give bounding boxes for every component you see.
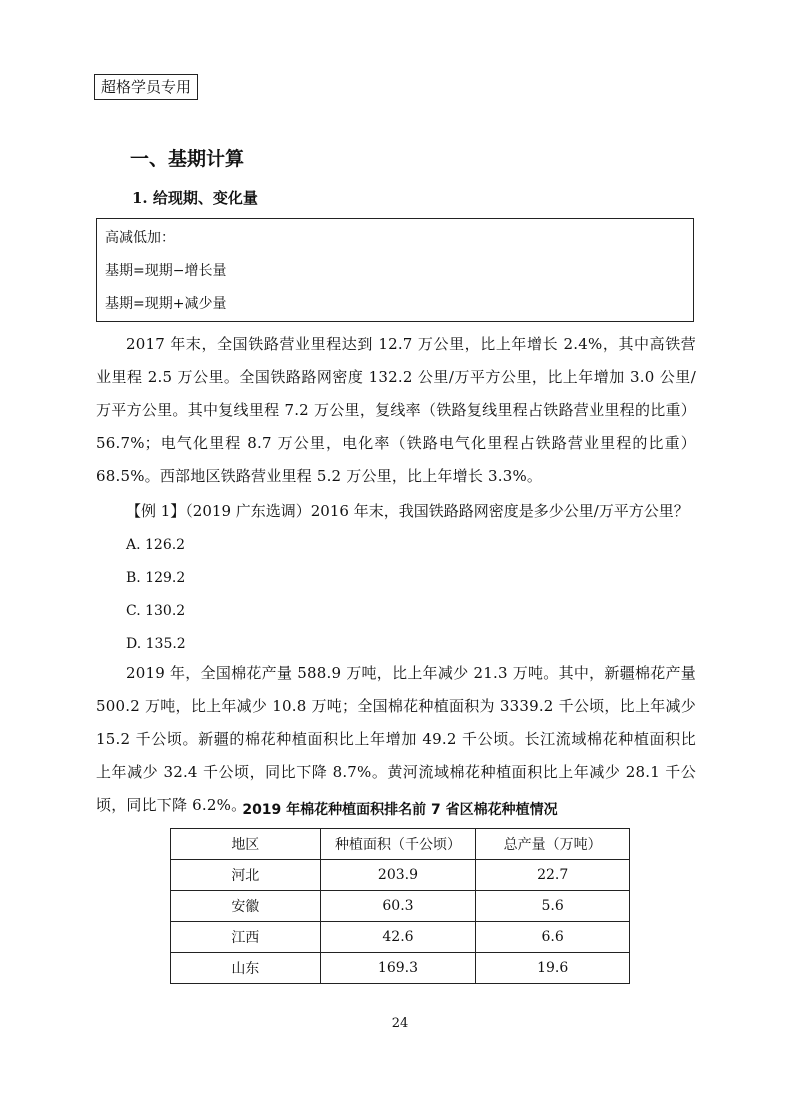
formula-line: 基期=现期+减少量 — [105, 296, 227, 312]
option-b: B. 129.2 — [126, 570, 186, 586]
cell-area: 60.3 — [320, 891, 476, 922]
cell-output: 19.6 — [476, 953, 630, 984]
student-only-tag: 超格学员专用 — [94, 74, 198, 100]
cell-output: 6.6 — [476, 922, 630, 953]
subsection-title: 1. 给现期、变化量 — [132, 189, 258, 207]
option-c: C. 130.2 — [126, 603, 186, 619]
header-area: 种植面积（千公顷） — [320, 829, 476, 860]
table-row — [171, 891, 630, 922]
table-header-row — [171, 829, 630, 860]
formula-box — [96, 218, 694, 322]
example-question: 【例 1】（2019 广东选调）2016 年末，我国铁路路网密度是多少公里/万平方公里？ — [126, 502, 689, 520]
table-caption: 2019 年棉花种植面积排名前 7 省区棉花种植情况 — [242, 802, 558, 818]
table-row — [171, 922, 630, 953]
cell-area: 203.9 — [320, 860, 476, 891]
option-a: A. 126.2 — [126, 537, 186, 553]
cell-output: 22.7 — [476, 860, 630, 891]
cell-region: 江西 — [171, 922, 321, 953]
header-region: 地区 — [171, 829, 321, 860]
railway-paragraph: 2017 年末，全国铁路营业里程达到 12.7 万公里，比上年增长 2.4%，其中高铁营业里程 2.5 万公里。全国铁路路网密度 132.2 公里/万平方公里，比上年增加 3.0 公里/万平方公里。其中复线里程 7.2 万公里，复线率（铁路复线里程占铁路营业里程的比重）56.7%；电气化里程 8.7 万公里，电化率（铁路电气化里程占铁路营业里程的比重）68.5%。西部地区铁路营业里程 5.2 万公里，比上年增长 3.3%。 — [96, 335, 696, 485]
cell-area: 42.6 — [320, 922, 476, 953]
formula-line: 基期=现期−增长量 — [105, 263, 227, 279]
section-title: 一、基期计算 — [130, 148, 245, 170]
option-d: D. 135.2 — [126, 636, 186, 652]
table-row — [171, 953, 630, 984]
page-number: 24 — [391, 1016, 409, 1031]
header-output: 总产量（万吨） — [476, 829, 630, 860]
table-row — [171, 860, 630, 891]
formula-line: 高减低加： — [105, 230, 175, 246]
cell-region: 安徽 — [171, 891, 321, 922]
cell-region: 山东 — [171, 953, 321, 984]
cotton-paragraph: 2019 年，全国棉花产量 588.9 万吨，比上年减少 21.3 万吨。其中，新疆棉花产量 500.2 万吨，比上年减少 10.8 万吨；全国棉花种植面积为 3339.2 千公顷，比上年减少 15.2 千公顷。新疆的棉花种植面积比上年增加 49.2 千公顷。长江流域棉花种植面积比上年减少 32.4 千公顷，同比下降 8.7%。黄河流域棉花种植面积比上年减少 28.1 千公顷，同比下降 6.2%。 — [96, 664, 696, 814]
cell-area: 169.3 — [320, 953, 476, 984]
cell-output: 5.6 — [476, 891, 630, 922]
cotton-table — [170, 828, 630, 984]
cell-region: 河北 — [171, 860, 321, 891]
